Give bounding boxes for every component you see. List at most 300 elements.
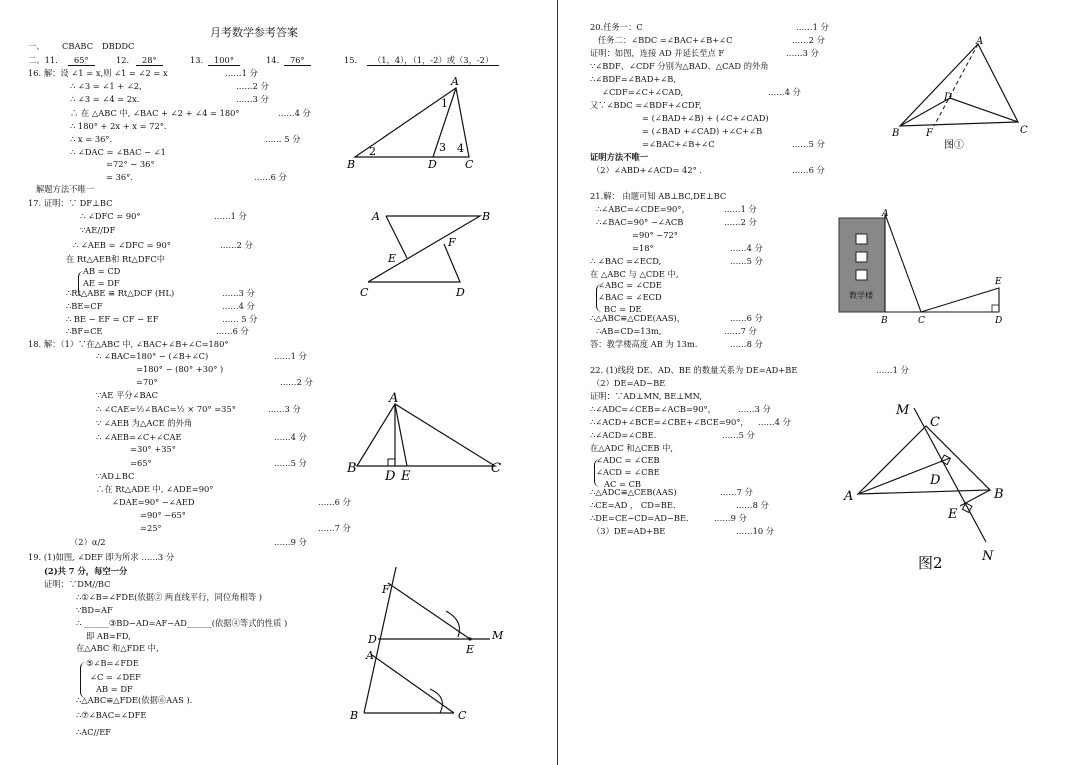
answer-line [66, 254, 165, 265]
answer-line [66, 326, 103, 337]
answer-line [598, 280, 662, 291]
answer-line [76, 727, 111, 738]
answer-text: 在△ADC 和△CEB 中, [590, 443, 674, 453]
answer-text: 证明：如图，连接 AD 并延长至点 F [590, 48, 725, 58]
answer-text: 任务二：∠BDC =∠BAC+∠B+∠C [598, 35, 733, 45]
answer-line [73, 240, 171, 251]
answer-line [590, 61, 769, 72]
answer-line [254, 172, 287, 183]
answer-line [278, 108, 311, 119]
answer-line [590, 48, 724, 59]
answer-text: ……10 分 [736, 526, 775, 536]
answer-text: …… 5 分 [222, 314, 258, 324]
answer-line [96, 390, 158, 401]
answer-text: ……7 分 [318, 523, 351, 533]
answer-text: ∴DE=CE−CD=AD−BE. [590, 513, 689, 523]
right-page [540, 0, 1080, 765]
svg-text:E: E [466, 643, 475, 656]
figure-17 [360, 206, 510, 306]
answer-line [596, 455, 660, 466]
figure-18 [345, 390, 515, 490]
answer-text: ∴⑦∠BAC=∠DFE [76, 710, 147, 720]
svg-text:A: A [976, 36, 984, 47]
answer-line [86, 658, 139, 669]
answer-line [274, 458, 307, 469]
svg-text:B: B [892, 128, 900, 139]
answer-line [722, 430, 755, 441]
answer-text: ……5 分 [730, 256, 763, 266]
answer-line [590, 404, 716, 415]
answer-line [274, 432, 307, 443]
svg-text:B: B [347, 461, 357, 476]
answer-text: （3）DE=AD+BE [592, 526, 666, 536]
brace [80, 662, 86, 698]
answer-text: ∴ ∠DAC = ∠BAC − ∠1 [70, 147, 166, 157]
answer-text: ∴∠BAC=90° −∠ACB [596, 217, 684, 227]
answer-text: ……4 分 [222, 301, 255, 311]
answer-text: ……1 分 [225, 68, 258, 78]
answer-text: ∴∠ADC=∠CEB=∠ACB=90°， [590, 404, 716, 414]
answer-text: ……1 分 [724, 204, 757, 214]
answer-line [792, 35, 825, 46]
label: C [465, 158, 474, 171]
answer-line [268, 404, 301, 415]
answer-line [76, 643, 159, 654]
answer-text: ∴ BE − EF = CF − EF [66, 314, 159, 324]
answer-line [768, 87, 801, 98]
answer-text: ∴∠ACD+∠BCE=∠CBE+∠BCE=90°， [590, 417, 749, 427]
answer-line [96, 684, 133, 695]
answer-line [642, 113, 769, 124]
svg-text:E: E [948, 507, 958, 522]
answer-line [70, 108, 240, 119]
answer-line [596, 217, 683, 228]
svg-text:C: C [491, 461, 501, 476]
answer-line [730, 313, 763, 324]
answer-text: =90° −72° [632, 230, 678, 240]
answer-text: ∵AE//DF [80, 225, 116, 235]
svg-text:C: C [930, 415, 940, 430]
answer-text: ∵AE 平分∠BAC [96, 390, 158, 400]
answer-text: =∠BAC+∠B+∠C [642, 139, 715, 149]
svg-text:E: E [401, 469, 411, 484]
answer-line [90, 672, 141, 683]
answer-text: （2）α/2 [70, 537, 106, 547]
answer-text: 证明：∵AD⊥MN, BE⊥MN, [590, 391, 702, 401]
answer-line [598, 35, 732, 46]
answer-line [590, 22, 643, 33]
answer-text: 20.任务一：C [590, 22, 643, 32]
svg-text:C: C [918, 316, 925, 326]
answer-text: ……6 分 [792, 165, 825, 175]
answer-text: ……5 分 [274, 458, 307, 468]
answer-line [590, 391, 702, 402]
answer-line [590, 191, 726, 202]
answer-line [786, 48, 819, 59]
answer-line [96, 404, 236, 415]
answer-line [106, 172, 133, 183]
svg-text:C: C [1020, 125, 1028, 136]
answer-line [66, 314, 158, 325]
answer-line [136, 377, 158, 388]
answer-text: ∴ 180° + 2x + x = 72°. [70, 121, 167, 131]
answer-text: 证明方法不唯一 [590, 152, 649, 162]
answer-line [724, 217, 757, 228]
answer-text: ……1 分 [876, 365, 909, 375]
answer-text: （1，4），（1，-2）或（3，-2） [367, 55, 499, 66]
answer-text: ……3 分 [786, 48, 819, 58]
answer-line [96, 484, 213, 495]
answer-line [265, 134, 300, 145]
answer-text: =180° − (80° +30° ) [136, 364, 224, 374]
svg-text:F: F [382, 583, 390, 596]
answer-line [642, 139, 715, 150]
answer-text: ……3 分 [268, 404, 301, 414]
answer-text: 15. [344, 55, 358, 65]
svg-text:C: C [458, 709, 467, 722]
answer-text: ∴ ∠BAC =∠ECD, [590, 256, 662, 266]
answer-line [590, 256, 661, 267]
label: 4 [457, 142, 464, 155]
answer-line [76, 605, 113, 616]
svg-text:B: B [482, 210, 491, 223]
answer-line [190, 55, 203, 66]
answer-line [222, 301, 255, 312]
answer-text: =70° [136, 377, 158, 387]
answer-line [730, 256, 763, 267]
answer-text: …… 5 分 [265, 134, 301, 144]
svg-text:E: E [388, 252, 397, 265]
label: 1 [441, 97, 448, 110]
answer-text: (2)共 7 分，每空一分 [44, 566, 128, 576]
answer-line [280, 377, 313, 388]
answer-text: ∴AC//EF [76, 727, 112, 737]
answer-line [225, 68, 258, 79]
svg-text:教学楼: 教学楼 [849, 291, 873, 300]
answer-text: ……4 分 [278, 108, 311, 118]
brace [78, 271, 84, 297]
answer-text: 22. (1)线段 DE、AD、BE 的数量关系为 DE=AD+BE [590, 365, 798, 375]
svg-text:N: N [982, 549, 994, 564]
answer-text: BC = DE [604, 304, 642, 314]
answer-text: ……2 分 [236, 81, 269, 91]
answer-line [318, 523, 351, 534]
answer-text: ……2 分 [724, 217, 757, 227]
answer-text: ……9 分 [714, 513, 747, 523]
answer-text: ∴△ABC≌△FDE(依据⑥AAS ). [76, 695, 193, 705]
answer-text: 在 Rt△AEB和 Rt△DFC中 [66, 254, 165, 264]
svg-text:A: A [389, 391, 399, 406]
answer-text: ……5 分 [792, 139, 825, 149]
answer-text: =72° − 36° [106, 159, 155, 169]
answer-text: AB = DF [96, 684, 133, 694]
answer-line [96, 432, 182, 443]
answer-line [632, 243, 654, 254]
answer-text: ∴在 Rt△ADE 中, ∠ADE=90° [96, 484, 214, 494]
answer-text: ……1 分 [274, 351, 307, 361]
figure-21 [835, 208, 1015, 326]
brace [594, 459, 600, 487]
answer-text: ……8 分 [736, 500, 769, 510]
answer-text: ∠ACD = ∠CBE [596, 467, 660, 477]
answer-text: ∴△ADC≌△CEB(AAS) [590, 487, 677, 497]
answer-line [140, 510, 186, 521]
svg-text:图2: 图2 [918, 554, 943, 572]
answer-line [36, 184, 94, 195]
answer-line [28, 198, 112, 209]
answer-text: 100° [208, 55, 240, 66]
answer-line [96, 351, 208, 362]
answer-text: =18° [632, 243, 654, 253]
svg-text:D: D [995, 316, 1003, 326]
answer-line [220, 240, 253, 251]
brace [596, 284, 602, 312]
svg-text:A: A [372, 210, 380, 223]
answer-text: AE = DF [83, 278, 120, 288]
answer-text: ……4 分 [730, 243, 763, 253]
answer-line [96, 418, 192, 429]
svg-text:D: D [456, 286, 465, 299]
answer-text: ∴Rt△ABE ≌ Rt△DCF (HL) [66, 288, 175, 298]
answer-line [28, 552, 174, 563]
answer-line [792, 139, 825, 150]
answer-line [590, 339, 697, 350]
answer-text: ……8 分 [730, 339, 763, 349]
answer-text: 28° [136, 55, 163, 66]
answer-text: ……4 分 [758, 417, 791, 427]
answer-text: ∴ ∠AEB = ∠DFC = 90° [73, 240, 171, 250]
answer-text: ∴ ∠AEB=∠C+∠CAE [96, 432, 182, 442]
answer-line [76, 695, 192, 706]
answer-line [76, 592, 262, 603]
answer-line [222, 314, 257, 325]
answer-text: = (∠BAD +∠CAD) +∠C+∠B [642, 126, 763, 136]
answer-line [28, 339, 229, 350]
answer-text: ∴∠BDF=∠BAD+∠B, [590, 74, 677, 84]
figure-22 [844, 400, 1030, 572]
answer-text: =90° −65° [140, 510, 186, 520]
answer-text: 二、11. [28, 55, 58, 65]
answer-line [596, 204, 690, 215]
answer-line [596, 326, 661, 337]
answer-line [590, 500, 676, 511]
svg-text:E: E [995, 277, 1002, 287]
label: 2 [369, 145, 376, 158]
answer-text: ∴ ∠3 = ∠4 = 2x. [70, 94, 140, 104]
answer-text: ……7 分 [720, 487, 753, 497]
answer-text: ……2 分 [220, 240, 253, 250]
svg-text:D: D [930, 473, 941, 488]
svg-text:图①: 图① [944, 140, 964, 151]
answer-text: ∴ 在 △ABC 中, ∠BAC + ∠2 + ∠4 = 180° [70, 108, 240, 118]
answer-text: ……2 分 [280, 377, 313, 387]
answer-line [140, 523, 162, 534]
answer-text: ……6 分 [730, 313, 763, 323]
answer-text: 18. 解：（1）∵在△ABC 中, ∠BAC+∠B+∠C=180° [28, 339, 229, 349]
answer-line [274, 351, 307, 362]
answer-line [70, 147, 166, 158]
label: D [428, 158, 437, 171]
answer-text: ……3 分 [738, 404, 771, 414]
answer-text: =30° +35° [130, 444, 176, 454]
answer-line [344, 55, 357, 66]
answer-line [70, 121, 167, 132]
answer-text: 14. [266, 55, 280, 65]
answer-text: ∵AD⊥BC [96, 471, 135, 481]
answer-line [28, 41, 45, 52]
label: 3 [439, 141, 446, 154]
answer-line [136, 55, 163, 66]
answer-text: ……6 分 [318, 497, 351, 507]
answer-line [83, 266, 120, 277]
answer-text: 即 AB=FD, [86, 631, 131, 641]
answer-line [602, 87, 683, 98]
svg-text:B: B [350, 709, 359, 722]
answer-line [590, 100, 702, 111]
answer-text: 证明：∵DM//BC [44, 579, 111, 589]
answer-text: ∵∠BDF、∠CDF 分别为△BAD、△CAD 的外角 [590, 61, 769, 71]
answer-text: ……3 分 [236, 94, 269, 104]
answer-line [28, 68, 168, 79]
answer-text: 一、 [28, 41, 45, 51]
answer-line [876, 365, 909, 376]
answer-line [266, 55, 279, 66]
answer-line [590, 513, 689, 524]
answer-line [44, 566, 127, 577]
answer-text: 16. 解：设 ∠1 = x,则 ∠1 = ∠2 = x [28, 68, 168, 78]
answer-text: ∴AB=CD=13m, [596, 326, 662, 336]
answer-text: （2）∠ABD+∠ACD= 42° . [592, 165, 703, 175]
answer-line [112, 497, 195, 508]
answer-text: AB = CD [83, 266, 121, 276]
answer-text: ……4 分 [274, 432, 307, 442]
answer-line [216, 326, 249, 337]
label: B [347, 158, 356, 171]
answer-line [714, 513, 747, 524]
answer-line [720, 487, 753, 498]
svg-text:M: M [896, 403, 910, 418]
answer-text: ……7 分 [724, 326, 757, 336]
answer-text: ……1 分 [214, 211, 247, 221]
answer-line [592, 378, 665, 389]
answer-text: 在△ABC 和△FDE 中, [76, 643, 159, 653]
answer-line [367, 55, 499, 66]
answer-line [236, 94, 269, 105]
svg-text:F: F [926, 128, 933, 139]
answer-text: 21.解： 由题可知 AB⊥BC,DE⊥BC [590, 191, 727, 201]
answer-line [730, 243, 763, 254]
answer-line [590, 269, 679, 280]
answer-text: ……6 分 [254, 172, 287, 182]
answer-line [76, 710, 146, 721]
answer-text: ∴△ABC≌△CDE(AAS)， [590, 313, 686, 323]
answer-line [590, 313, 685, 324]
answer-line [590, 487, 677, 498]
answer-line [44, 579, 111, 590]
answer-text: ……3 分 [222, 288, 255, 298]
answer-text: ∴ ∠CAE=½∠BAC=½ × 70° =35° [96, 404, 236, 414]
answer-text: ∵ ∠AEB 为△ACE 的外角 [96, 418, 193, 428]
answer-text: ∴ ∠3 = ∠1 + ∠2, [70, 81, 142, 91]
answer-line [590, 74, 676, 85]
answer-line [758, 417, 791, 428]
answer-text: ∠ADC = ∠CEB [596, 455, 660, 465]
answer-line [70, 94, 139, 105]
answer-line [136, 364, 223, 375]
svg-text:D: D [944, 92, 953, 103]
answer-line [106, 159, 155, 170]
answer-text: ∴ ∠DFC = 90° [80, 211, 141, 221]
answer-text: ∴ ______③BD−AD=AF−AD______(依据④等式的性质 ) [76, 618, 288, 628]
answer-line [80, 211, 141, 222]
answer-text: 解题方法不唯一 [36, 184, 95, 194]
svg-text:D: D [385, 469, 396, 484]
answer-line [598, 292, 662, 303]
answer-line [116, 55, 129, 66]
svg-text:B: B [881, 316, 888, 326]
svg-text:B: B [994, 487, 1004, 502]
answer-text: ……2 分 [792, 35, 825, 45]
answer-text: ……5 分 [722, 430, 755, 440]
answer-text: 又∵∠BDC =∠BDF+∠CDF, [590, 100, 702, 110]
answer-line [792, 165, 825, 176]
answer-text: AC = CB [604, 479, 642, 489]
figure-20 [890, 38, 1030, 153]
answer-text: ……6 分 [216, 326, 249, 336]
answer-line [592, 165, 702, 176]
answer-line [596, 467, 660, 478]
answer-text: （2）DE=AD−BE [592, 378, 666, 388]
answer-text: ∠ABC = ∠CDE [598, 280, 662, 290]
answer-text: = 36°. [106, 172, 133, 182]
answer-text: 12. [116, 55, 130, 65]
answer-line [590, 365, 797, 376]
answer-text: ∠DAE=90° −∠AED [112, 497, 195, 507]
answer-text: 19. (1)如图, ∠DEF 即为所求 ……3 分 [28, 552, 175, 562]
svg-text:C: C [360, 286, 369, 299]
answer-line [28, 55, 58, 66]
answer-line [62, 41, 93, 52]
answer-line [130, 444, 176, 455]
answer-text: ∴ ∠BAC=180° − (∠B+∠C) [96, 351, 209, 361]
answer-line [318, 497, 351, 508]
answer-line [738, 404, 771, 415]
answer-line [70, 537, 106, 548]
answer-line [70, 81, 142, 92]
svg-text:D: D [368, 633, 377, 646]
svg-text:F: F [448, 236, 456, 249]
answer-line [592, 526, 665, 537]
answer-line [130, 458, 152, 469]
answer-text: ∠C = ∠DEF [90, 672, 141, 682]
answer-line [70, 134, 112, 145]
answer-line [590, 443, 673, 454]
answer-text: 在 △ABC 与 △CDE 中, [590, 269, 679, 279]
answer-text: ∠CDF=∠C+∠CAD, [602, 87, 684, 97]
answer-line [796, 22, 829, 33]
svg-text:A: A [882, 209, 889, 219]
answer-text: ∠BAC = ∠ECD [598, 292, 662, 302]
answer-text: 65° [68, 55, 95, 66]
answer-text: 17. 证明：∵ DF⊥BC [28, 198, 113, 208]
answer-text: ∴∠ACD=∠CBE. [590, 430, 657, 440]
answer-line [222, 288, 255, 299]
answer-text: ∴CE=AD ， CD=BE. [590, 500, 676, 510]
answer-text: 76° [284, 55, 311, 66]
figure-16 [345, 76, 485, 176]
svg-text:A: A [844, 489, 854, 504]
answer-line [76, 618, 287, 629]
